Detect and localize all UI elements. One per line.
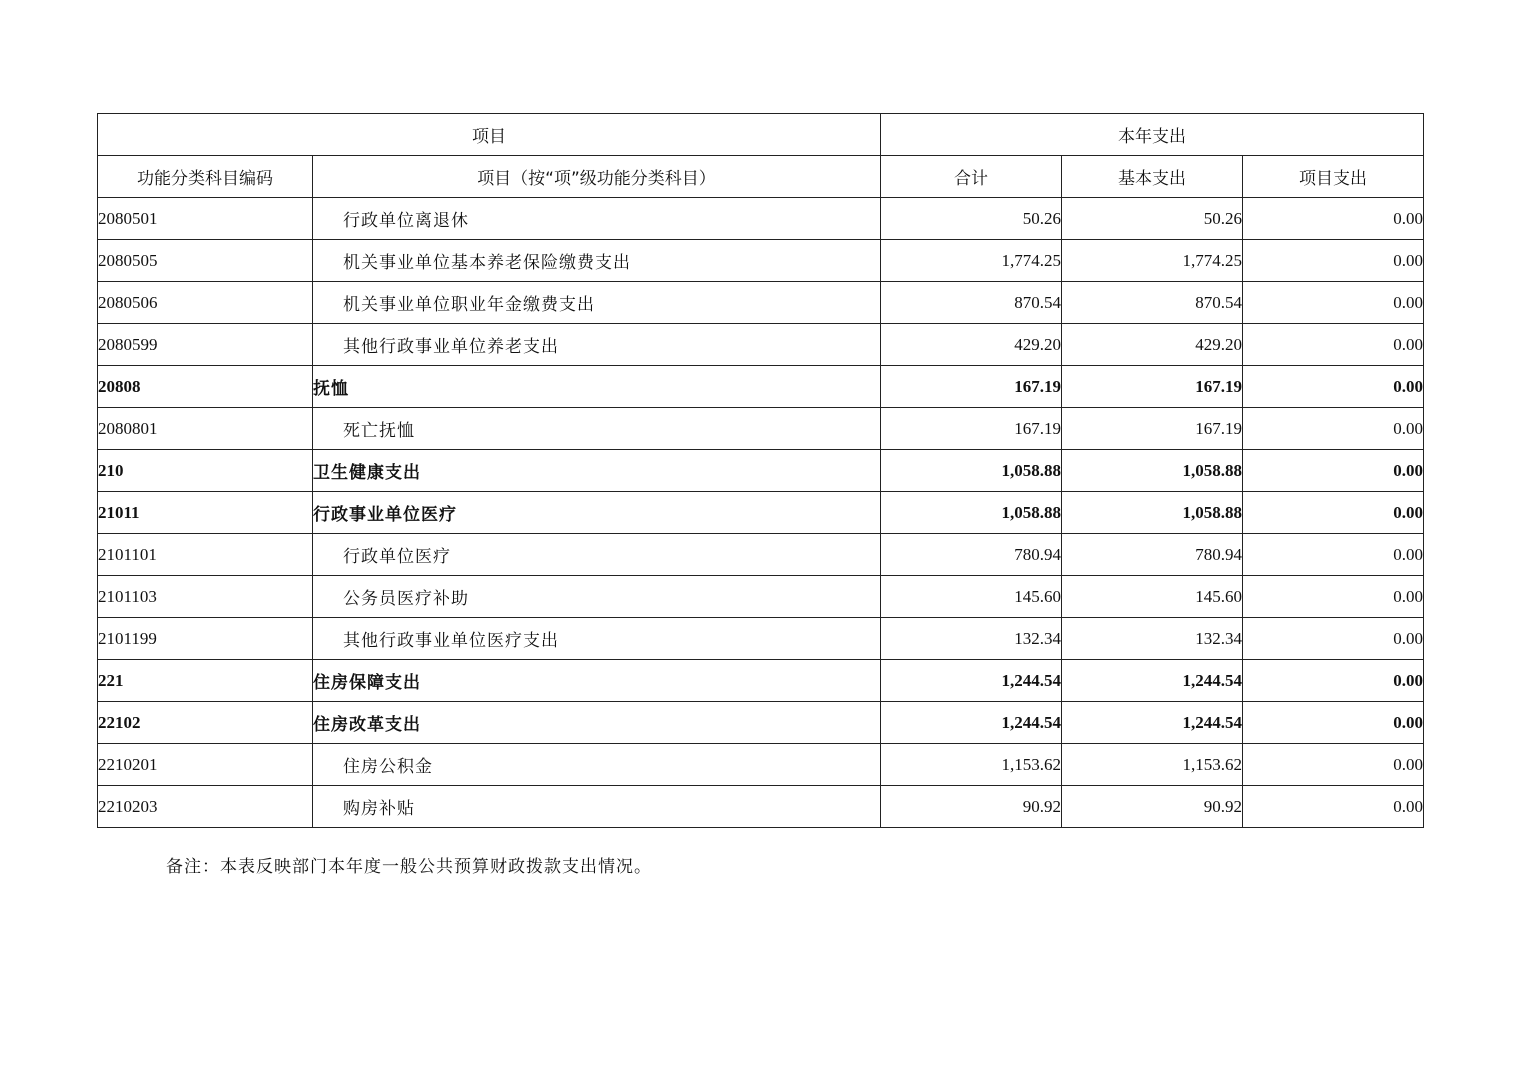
- cell-basic: 1,244.54: [1062, 702, 1243, 744]
- table-row: [98, 702, 1424, 744]
- cell-total: 1,244.54: [881, 702, 1062, 744]
- cell-name: 机关事业单位职业年金缴费支出: [313, 282, 881, 324]
- cell-project: 0.00: [1243, 744, 1424, 786]
- cell-code: 2080599: [98, 324, 313, 366]
- cell-code: 2080501: [98, 198, 313, 240]
- table-row: [98, 198, 1424, 240]
- cell-basic: 1,244.54: [1062, 660, 1243, 702]
- cell-total: 90.92: [881, 786, 1062, 828]
- table-row: [98, 408, 1424, 450]
- cell-total: 50.26: [881, 198, 1062, 240]
- cell-total: 1,058.88: [881, 492, 1062, 534]
- cell-project: 0.00: [1243, 198, 1424, 240]
- cell-code: 2101199: [98, 618, 313, 660]
- cell-basic: 1,058.88: [1062, 492, 1243, 534]
- table-row: [98, 492, 1424, 534]
- header-group-row: [98, 114, 1424, 156]
- cell-name: 抚恤: [313, 366, 881, 408]
- cell-project: 0.00: [1243, 450, 1424, 492]
- cell-total: 167.19: [881, 408, 1062, 450]
- header-total: 合计: [881, 156, 1062, 198]
- cell-code: 21011: [98, 492, 313, 534]
- cell-name: 行政事业单位医疗: [313, 492, 881, 534]
- cell-basic: 90.92: [1062, 786, 1243, 828]
- cell-project: 0.00: [1243, 492, 1424, 534]
- cell-code: 2210203: [98, 786, 313, 828]
- cell-name: 机关事业单位基本养老保险缴费支出: [313, 240, 881, 282]
- cell-name: 购房补贴: [313, 786, 881, 828]
- cell-name: 其他行政事业单位养老支出: [313, 324, 881, 366]
- cell-project: 0.00: [1243, 534, 1424, 576]
- table-row: [98, 534, 1424, 576]
- cell-code: 221: [98, 660, 313, 702]
- cell-basic: 429.20: [1062, 324, 1243, 366]
- cell-project: 0.00: [1243, 366, 1424, 408]
- table-row: [98, 744, 1424, 786]
- cell-code: 22102: [98, 702, 313, 744]
- cell-total: 780.94: [881, 534, 1062, 576]
- cell-name: 卫生健康支出: [313, 450, 881, 492]
- cell-name: 公务员医疗补助: [313, 576, 881, 618]
- cell-code: 2080505: [98, 240, 313, 282]
- cell-project: 0.00: [1243, 576, 1424, 618]
- header-group-current-year-expenditure: 本年支出: [881, 114, 1424, 156]
- header-column-row: [98, 156, 1424, 198]
- cell-basic: 780.94: [1062, 534, 1243, 576]
- cell-total: 870.54: [881, 282, 1062, 324]
- table-row: [98, 786, 1424, 828]
- cell-code: 2080801: [98, 408, 313, 450]
- header-name: 项目（按“项”级功能分类科目）: [313, 156, 881, 198]
- cell-project: 0.00: [1243, 660, 1424, 702]
- cell-name: 住房保障支出: [313, 660, 881, 702]
- footnote: 备注：本表反映部门本年度一般公共预算财政拨款支出情况。: [166, 857, 652, 877]
- expenditure-table: [97, 113, 1424, 828]
- cell-name: 其他行政事业单位医疗支出: [313, 618, 881, 660]
- cell-code: 210: [98, 450, 313, 492]
- header-group-project: 项目: [98, 114, 881, 156]
- cell-project: 0.00: [1243, 324, 1424, 366]
- cell-code: 20808: [98, 366, 313, 408]
- table-row: [98, 324, 1424, 366]
- header-project: 项目支出: [1243, 156, 1424, 198]
- cell-basic: 167.19: [1062, 408, 1243, 450]
- table-row: [98, 282, 1424, 324]
- table-row: [98, 576, 1424, 618]
- cell-total: 132.34: [881, 618, 1062, 660]
- table-row: [98, 660, 1424, 702]
- cell-project: 0.00: [1243, 240, 1424, 282]
- cell-total: 145.60: [881, 576, 1062, 618]
- cell-code: 2101103: [98, 576, 313, 618]
- cell-total: 1,774.25: [881, 240, 1062, 282]
- cell-project: 0.00: [1243, 618, 1424, 660]
- cell-basic: 1,774.25: [1062, 240, 1243, 282]
- cell-total: 429.20: [881, 324, 1062, 366]
- cell-basic: 1,153.62: [1062, 744, 1243, 786]
- table-row: [98, 240, 1424, 282]
- header-code: 功能分类科目编码: [98, 156, 313, 198]
- cell-code: 2080506: [98, 282, 313, 324]
- cell-basic: 167.19: [1062, 366, 1243, 408]
- cell-total: 167.19: [881, 366, 1062, 408]
- cell-basic: 132.34: [1062, 618, 1243, 660]
- cell-basic: 1,058.88: [1062, 450, 1243, 492]
- cell-project: 0.00: [1243, 282, 1424, 324]
- table-row: [98, 450, 1424, 492]
- cell-code: 2101101: [98, 534, 313, 576]
- cell-name: 住房公积金: [313, 744, 881, 786]
- cell-basic: 145.60: [1062, 576, 1243, 618]
- cell-basic: 50.26: [1062, 198, 1243, 240]
- cell-total: 1,153.62: [881, 744, 1062, 786]
- cell-name: 住房改革支出: [313, 702, 881, 744]
- cell-total: 1,244.54: [881, 660, 1062, 702]
- header-basic: 基本支出: [1062, 156, 1243, 198]
- cell-name: 行政单位医疗: [313, 534, 881, 576]
- table-row: [98, 366, 1424, 408]
- cell-project: 0.00: [1243, 408, 1424, 450]
- cell-project: 0.00: [1243, 702, 1424, 744]
- table-row: [98, 618, 1424, 660]
- cell-total: 1,058.88: [881, 450, 1062, 492]
- cell-name: 死亡抚恤: [313, 408, 881, 450]
- cell-project: 0.00: [1243, 786, 1424, 828]
- cell-code: 2210201: [98, 744, 313, 786]
- cell-name: 行政单位离退休: [313, 198, 881, 240]
- table-body: [98, 198, 1424, 828]
- cell-basic: 870.54: [1062, 282, 1243, 324]
